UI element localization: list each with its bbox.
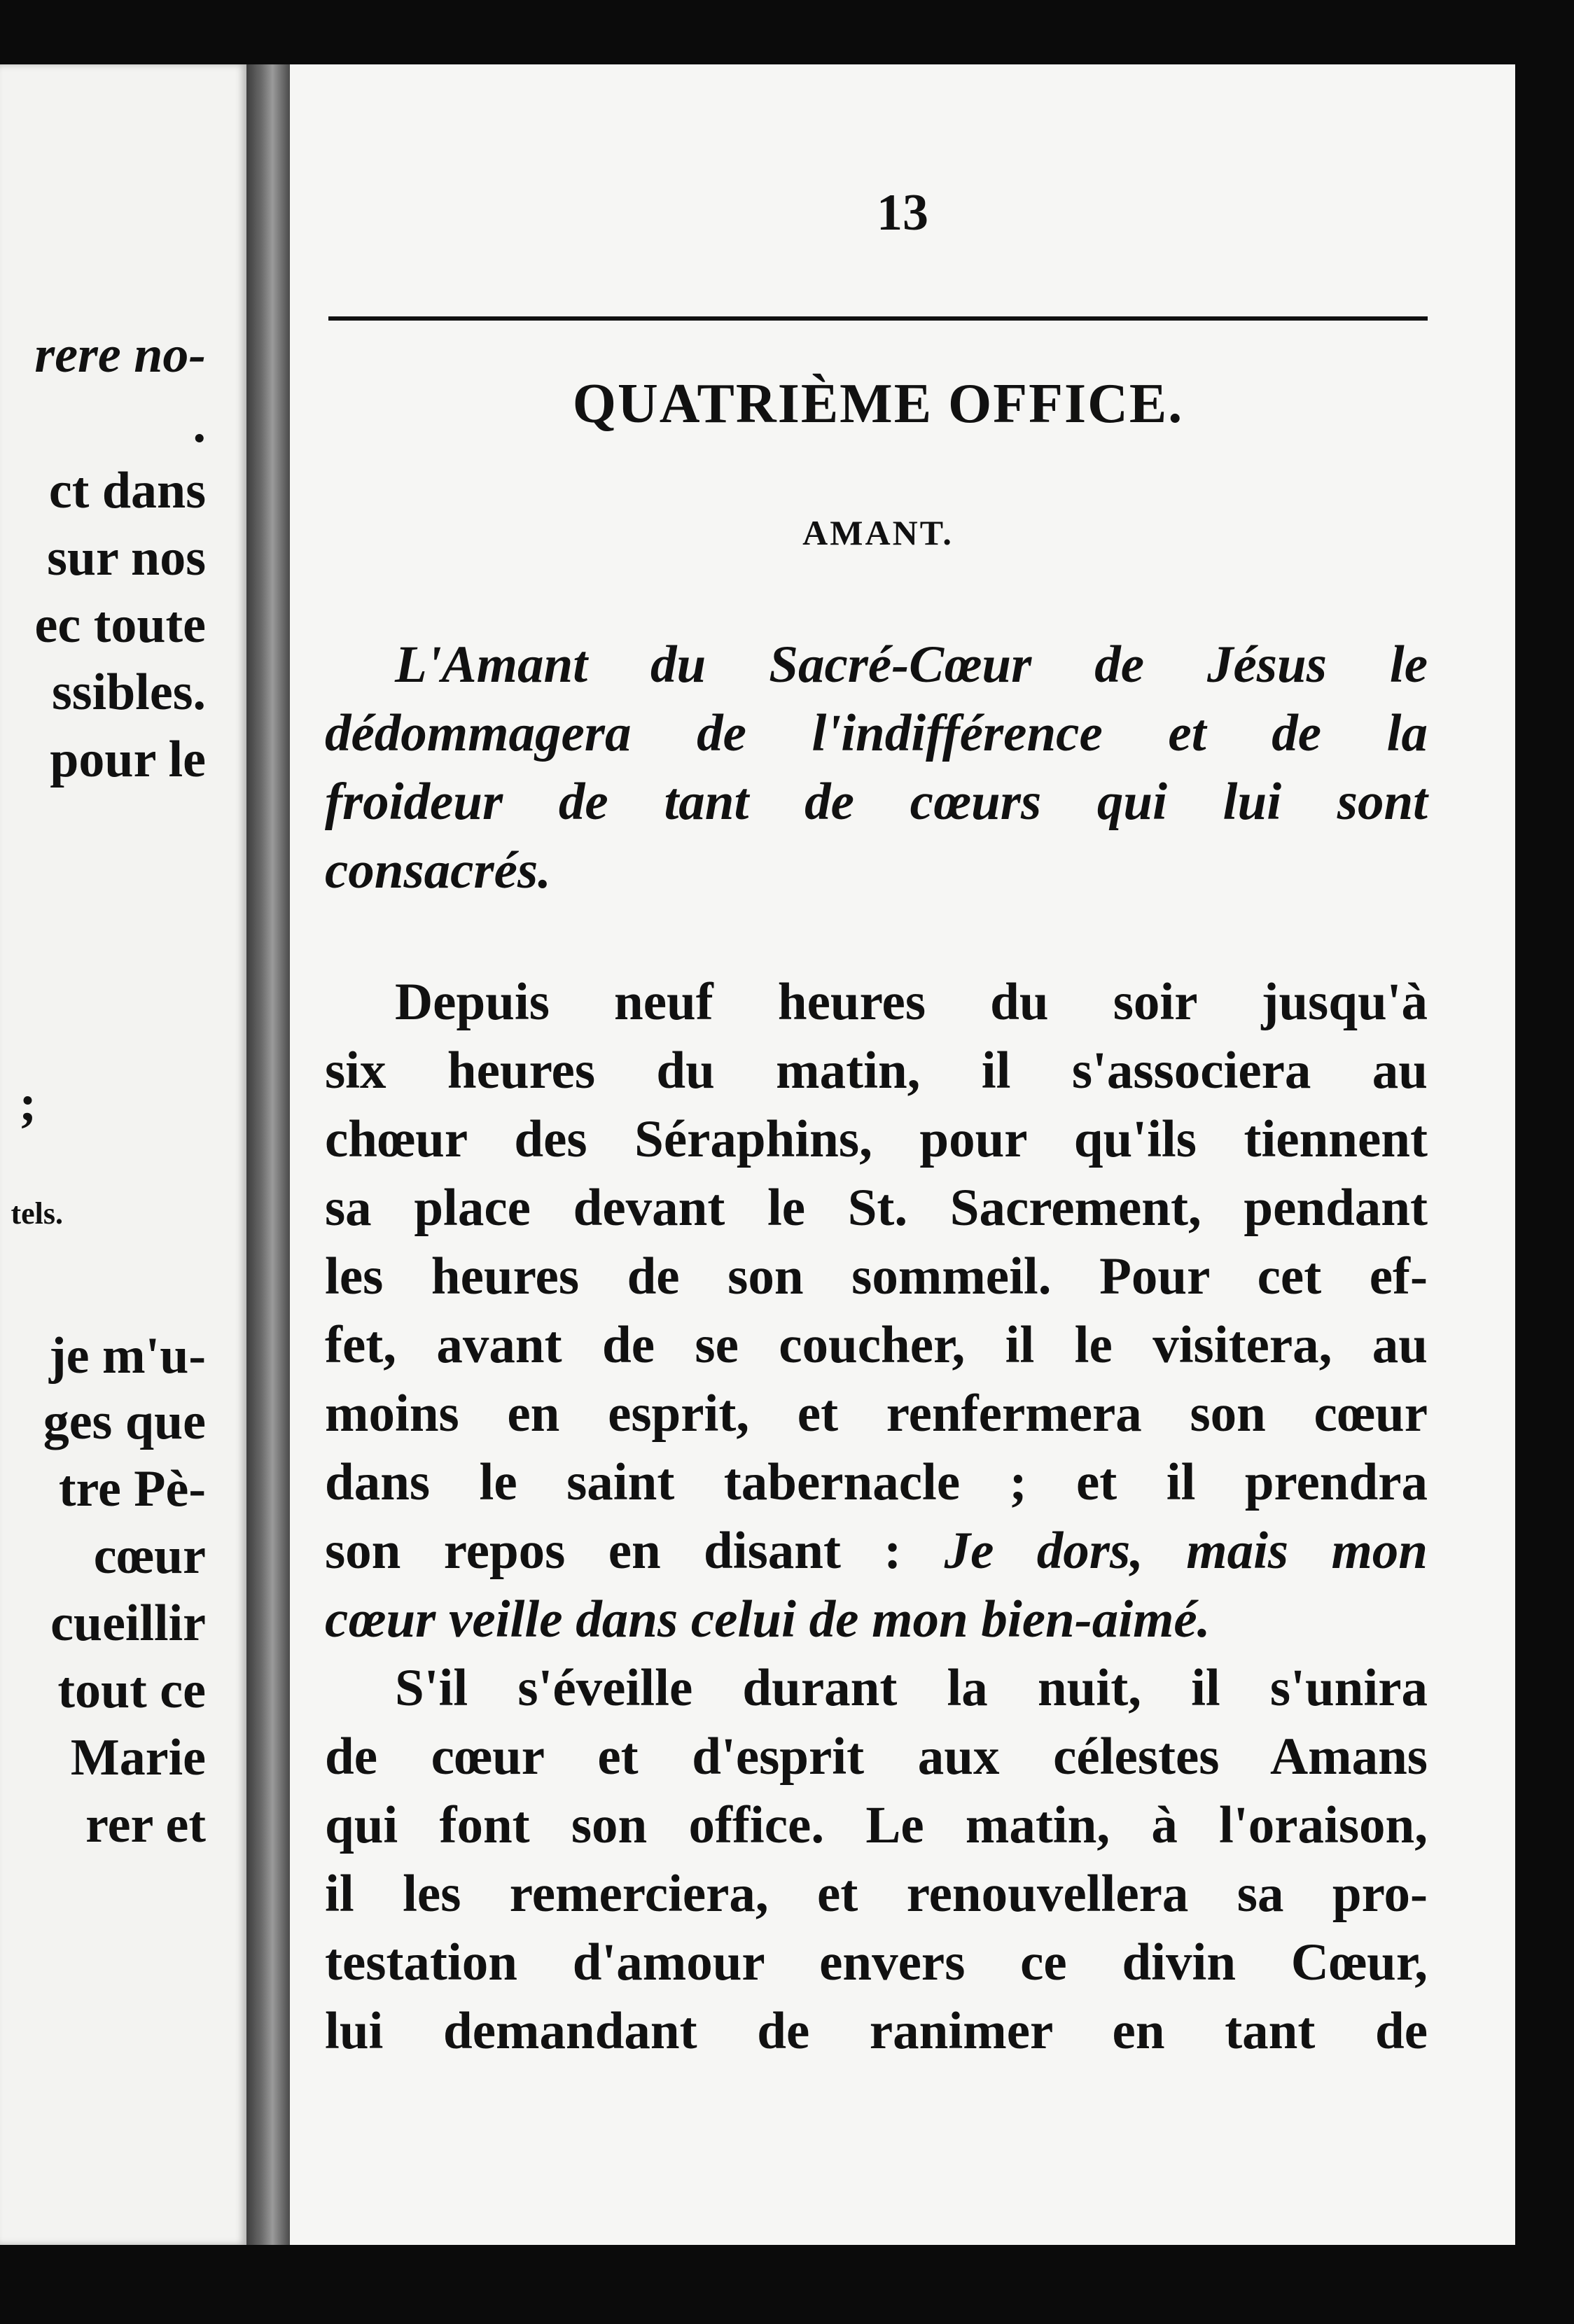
left-line: je m'u- bbox=[49, 1327, 206, 1385]
left-line: ssibles. bbox=[51, 664, 206, 721]
book-page bbox=[290, 64, 1515, 2245]
body-line: lui demandant de ranimer en tant de bbox=[325, 2002, 1428, 2060]
body-line: qui font son office. Le matin, à l'oraison, bbox=[325, 1796, 1428, 1854]
scan-border bbox=[1515, 0, 1574, 2324]
left-line: Marie bbox=[70, 1729, 206, 1786]
body-line-italic: cœur veille dans celui de mon bien-aimé. bbox=[325, 1590, 1211, 1648]
body-line: les heures de son sommeil. Pour cet ef- bbox=[325, 1247, 1428, 1306]
body-line-mixed bbox=[325, 1522, 1428, 1580]
left-line: rer et bbox=[85, 1796, 206, 1854]
body-line: dans le saint tabernacle ; et il prendra bbox=[325, 1453, 1428, 1511]
body-line: moins en esprit, et renfermera son cœur bbox=[325, 1385, 1428, 1443]
body-line: Depuis neuf heures du soir jusqu'à bbox=[395, 973, 1428, 1031]
body-line: de cœur et d'esprit aux célestes Amans bbox=[325, 1728, 1428, 1786]
body-line: testation d'amour envers ce divin Cœur, bbox=[325, 1933, 1428, 1991]
header-rule bbox=[328, 316, 1428, 321]
left-line: ec toute bbox=[34, 596, 206, 654]
body-line: S'il s'éveille durant la nuit, il s'unira bbox=[395, 1659, 1428, 1717]
left-line: cueillir bbox=[50, 1595, 206, 1652]
book-gutter bbox=[246, 64, 290, 2245]
body-line: six heures du matin, il s'associera au bbox=[325, 1042, 1428, 1100]
left-line: tels. bbox=[11, 1196, 63, 1231]
intro-line: froideur de tant de cœurs qui lui sont bbox=[325, 773, 1428, 831]
section-title: QUATRIÈME OFFICE. bbox=[572, 373, 1184, 435]
body-line: chœur des Séraphins, pour qu'ils tiennent bbox=[325, 1110, 1428, 1168]
intro-line: L'Amant du Sacré-Cœur de Jésus le bbox=[395, 636, 1428, 694]
left-line: pour le bbox=[50, 731, 206, 788]
left-line: ct dans bbox=[48, 462, 206, 519]
left-line: cœur bbox=[93, 1527, 206, 1585]
body-line: il les remerciera, et renouvellera sa pro- bbox=[325, 1865, 1428, 1923]
page-number: 13 bbox=[877, 184, 928, 241]
body-line: fet, avant de se coucher, il le visitera, au bbox=[325, 1316, 1428, 1374]
left-line: tre Pè- bbox=[58, 1460, 206, 1518]
left-line: rere no- bbox=[34, 326, 206, 384]
body-line: sa place devant le St. Sacrement, pendant bbox=[325, 1179, 1428, 1237]
left-line: . bbox=[193, 396, 206, 454]
intro-line: dédommagera de l'indifférence et de la bbox=[325, 704, 1428, 762]
left-line: sur nos bbox=[47, 529, 206, 587]
left-line: ges que bbox=[43, 1393, 206, 1450]
left-line: ; bbox=[19, 1075, 36, 1133]
previous-page-fragment bbox=[0, 64, 246, 2245]
section-subtitle: AMANT. bbox=[802, 513, 954, 552]
intro-line: consacrés. bbox=[325, 841, 551, 899]
left-line: tout ce bbox=[57, 1662, 206, 1719]
body-line-roman: son repos en disant : bbox=[325, 1522, 902, 1580]
body-line-italic: Je dors, mais mon bbox=[944, 1522, 1428, 1580]
